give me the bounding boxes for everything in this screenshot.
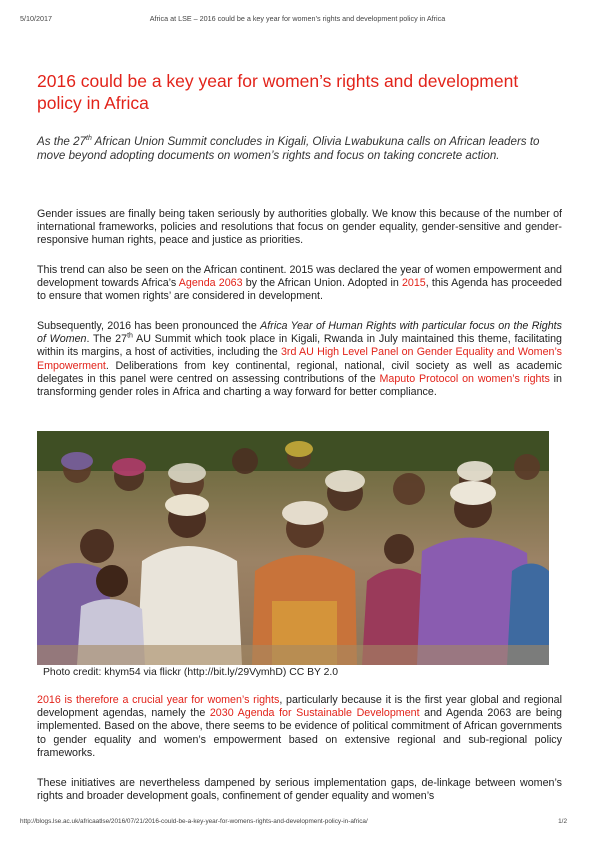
paragraph-3: Subsequently, 2016 has been pronounced the Africa Year of Human Rights with particular focus on the Rights of Women. The 27th AU Summit which took place in Kigali, Rwanda in July maintained this theme, facilitating within its margins, a host of activities, including the 3rd AU High Level Panel on Gender Equality and Women’s Empowerment. Deliberations from key continental, regional, national, civil society as well as academic delegates in this panel were centred on assessing contributions of the Maputo Protocol on women’s rights in transforming gender roles in Africa and charting a way forward for better compliance. <box>37 320 562 399</box>
paragraph-4: 2016 is therefore a crucial year for women’s rights, particularly because it is the first year global and regional development agendas, namely the 2030 Agenda for Sustainable Development and Agenda 2063 are being implemented. Based on the above, there seems to be evidence of political commitment of African governments to gender equality and women’s empowerment based on extensive regional and sub-regional policy frameworks. <box>37 694 562 759</box>
agenda-2063-link[interactable]: Agenda 2063 <box>178 277 243 290</box>
article-photo <box>37 431 549 665</box>
paragraph-5: These initiatives are nevertheless dampened by serious implementation gaps, de-linkage between women’s rights and broader development goals, confinement of gender equality and women’s <box>37 777 562 803</box>
women-seated-photo <box>37 431 549 665</box>
article-title: 2016 could be a key year for women’s rights and development policy in Africa <box>37 71 519 113</box>
maputo-protocol-link[interactable]: Maputo Protocol on women’s rights <box>379 372 550 385</box>
crucial-year-link[interactable]: 2016 is therefore a crucial year for women’s rights <box>37 694 280 706</box>
2015-link[interactable]: 2015 <box>401 277 426 290</box>
photo-credit: Photo credit: khym54 via flickr (http://bit.ly/29VymhD) CC BY 2.0 <box>43 667 339 678</box>
paragraph-1: Gender issues are finally being taken seriously by authorities globally. We know this because of the number of international frameworks, policies and resolutions that focus on gender equality, gender-sensitive and gender-responsive human rights, peace and justice as priorities. <box>37 208 562 247</box>
print-url: http://blogs.lse.ac.uk/africaatlse/2016/07/21/2016-could-be-a-key-year-for-womens-rights-and-development-policy-in-africa/ <box>20 818 368 825</box>
paragraph-2: This trend can also be seen on the African continent. 2015 was declared the year of women empowerment and development towards Africa’s Agenda 2063 by the African Union. Adopted in 2015, this Agenda has proceeded to ensure that women rights’ are considered in development. <box>37 264 562 303</box>
au-high-level-panel-link[interactable]: 3rd AU High Level Panel on Gender Equality and Women’s Empowerment <box>37 346 562 372</box>
print-doc-title: Africa at LSE – 2016 could be a key year for women’s rights and development policy in Africa <box>149 14 446 23</box>
article-lede: As the 27th African Union Summit concludes in Kigali, Olivia Lwabukuna calls on African leaders to move beyond adopting documents on women’s rights and focus on taking concrete action. <box>37 135 540 162</box>
page-number: 1/2 <box>558 818 567 825</box>
2030-agenda-link[interactable]: 2030 Agenda for Sustainable Development <box>209 707 420 720</box>
print-date: 5/10/2017 <box>20 14 52 23</box>
